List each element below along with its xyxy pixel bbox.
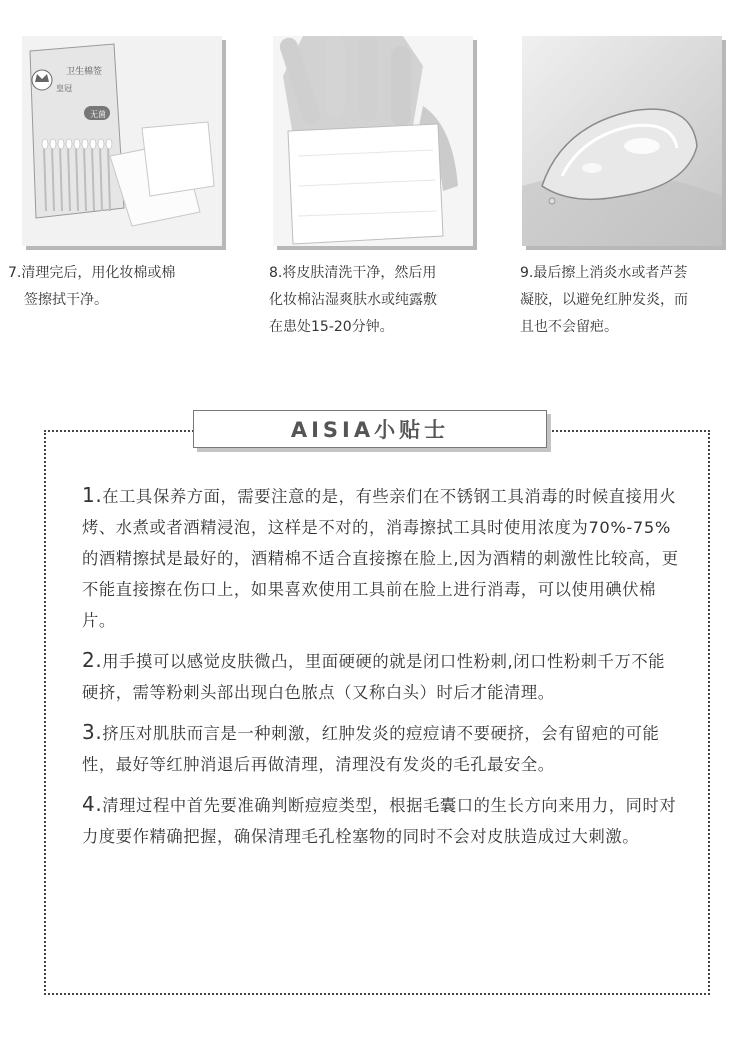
tip-number-4: 4. xyxy=(82,792,103,816)
tip-text-1: 在工具保养方面，需要注意的是，有些亲们在不锈钢工具消毒的时候直接用火烤、水煮或者酒精浸泡，这样是不对的，消毒擦拭工具时使用浓度为70%-75%的酒精擦拭是最好的，酒精棉不适合直接擦在脸上,因为酒精的刺激性比较高，更不能直接擦在伤口上，如果喜欢使用工具前在脸上进行消毒，可以使用碘伏棉片。 xyxy=(82,487,679,630)
step-9-caption-line-2: 凝胶，以避免红肿发炎，而 xyxy=(520,292,688,308)
step-9-caption xyxy=(520,260,740,341)
tip-number-2: 2. xyxy=(82,648,103,672)
tip-item-4 xyxy=(82,789,682,852)
step-9-caption-line-3: 且也不会留疤。 xyxy=(520,319,618,335)
package-maker: 皇冠 xyxy=(56,84,72,93)
step-8-caption-line-1: 8.将皮肤清洗干净，然后用 xyxy=(269,265,437,281)
package-brand: 卫生棉签 xyxy=(66,67,103,77)
tip-text-2: 用手摸可以感觉皮肤微凸，里面硬硬的就是闭口性粉刺,闭口性粉刺千万不能硬挤，需等粉刺头部出现白色脓点（又称白头）时后才能清理。 xyxy=(82,652,666,702)
cotton-swabs-and-pads-photo xyxy=(22,36,224,248)
step-7-caption xyxy=(8,260,238,314)
step-8-caption-line-2: 化妆棉沾湿爽肤水或纯露敷 xyxy=(269,292,437,308)
step-7 xyxy=(8,36,224,308)
step-7-caption-line-1: 7.清理完后，用化妆棉或棉 xyxy=(8,265,176,281)
gel-on-skin-photo xyxy=(522,36,724,248)
step-7-caption-line-2: 签擦拭干净。 xyxy=(24,292,108,308)
tip-text-3: 挤压对肌肤而言是一种刺激，红肿发炎的痘痘请不要硬挤，会有留疤的可能性，最好等红肿消退后再做清理，清理没有发炎的毛孔最安全。 xyxy=(82,724,660,774)
step-9 xyxy=(520,36,724,335)
tip-item-3 xyxy=(82,717,682,780)
step-8-caption-line-3: 在患处15-20分钟。 xyxy=(269,319,394,335)
tip-number-1: 1. xyxy=(82,483,103,507)
package-badge: 无菌 xyxy=(90,110,106,119)
tip-number-3: 3. xyxy=(82,720,103,744)
step-9-caption-line-1: 9.最后擦上消炎水或者芦荟 xyxy=(520,265,688,281)
step-8-caption xyxy=(269,260,499,341)
tip-text-4: 清理过程中首先要准确判断痘痘类型，根据毛囊口的生长方向来用力，同时对力度要作精确把握，确保清理毛孔栓塞物的同时不会对皮肤造成过大刺激。 xyxy=(82,796,677,846)
tips-list xyxy=(82,480,682,861)
hand-with-cotton-pad-photo xyxy=(273,36,475,248)
step-8 xyxy=(269,36,475,335)
tips-title: AISIA小贴士 xyxy=(193,410,547,448)
tip-item-1 xyxy=(82,480,682,636)
tip-item-2 xyxy=(82,645,682,708)
